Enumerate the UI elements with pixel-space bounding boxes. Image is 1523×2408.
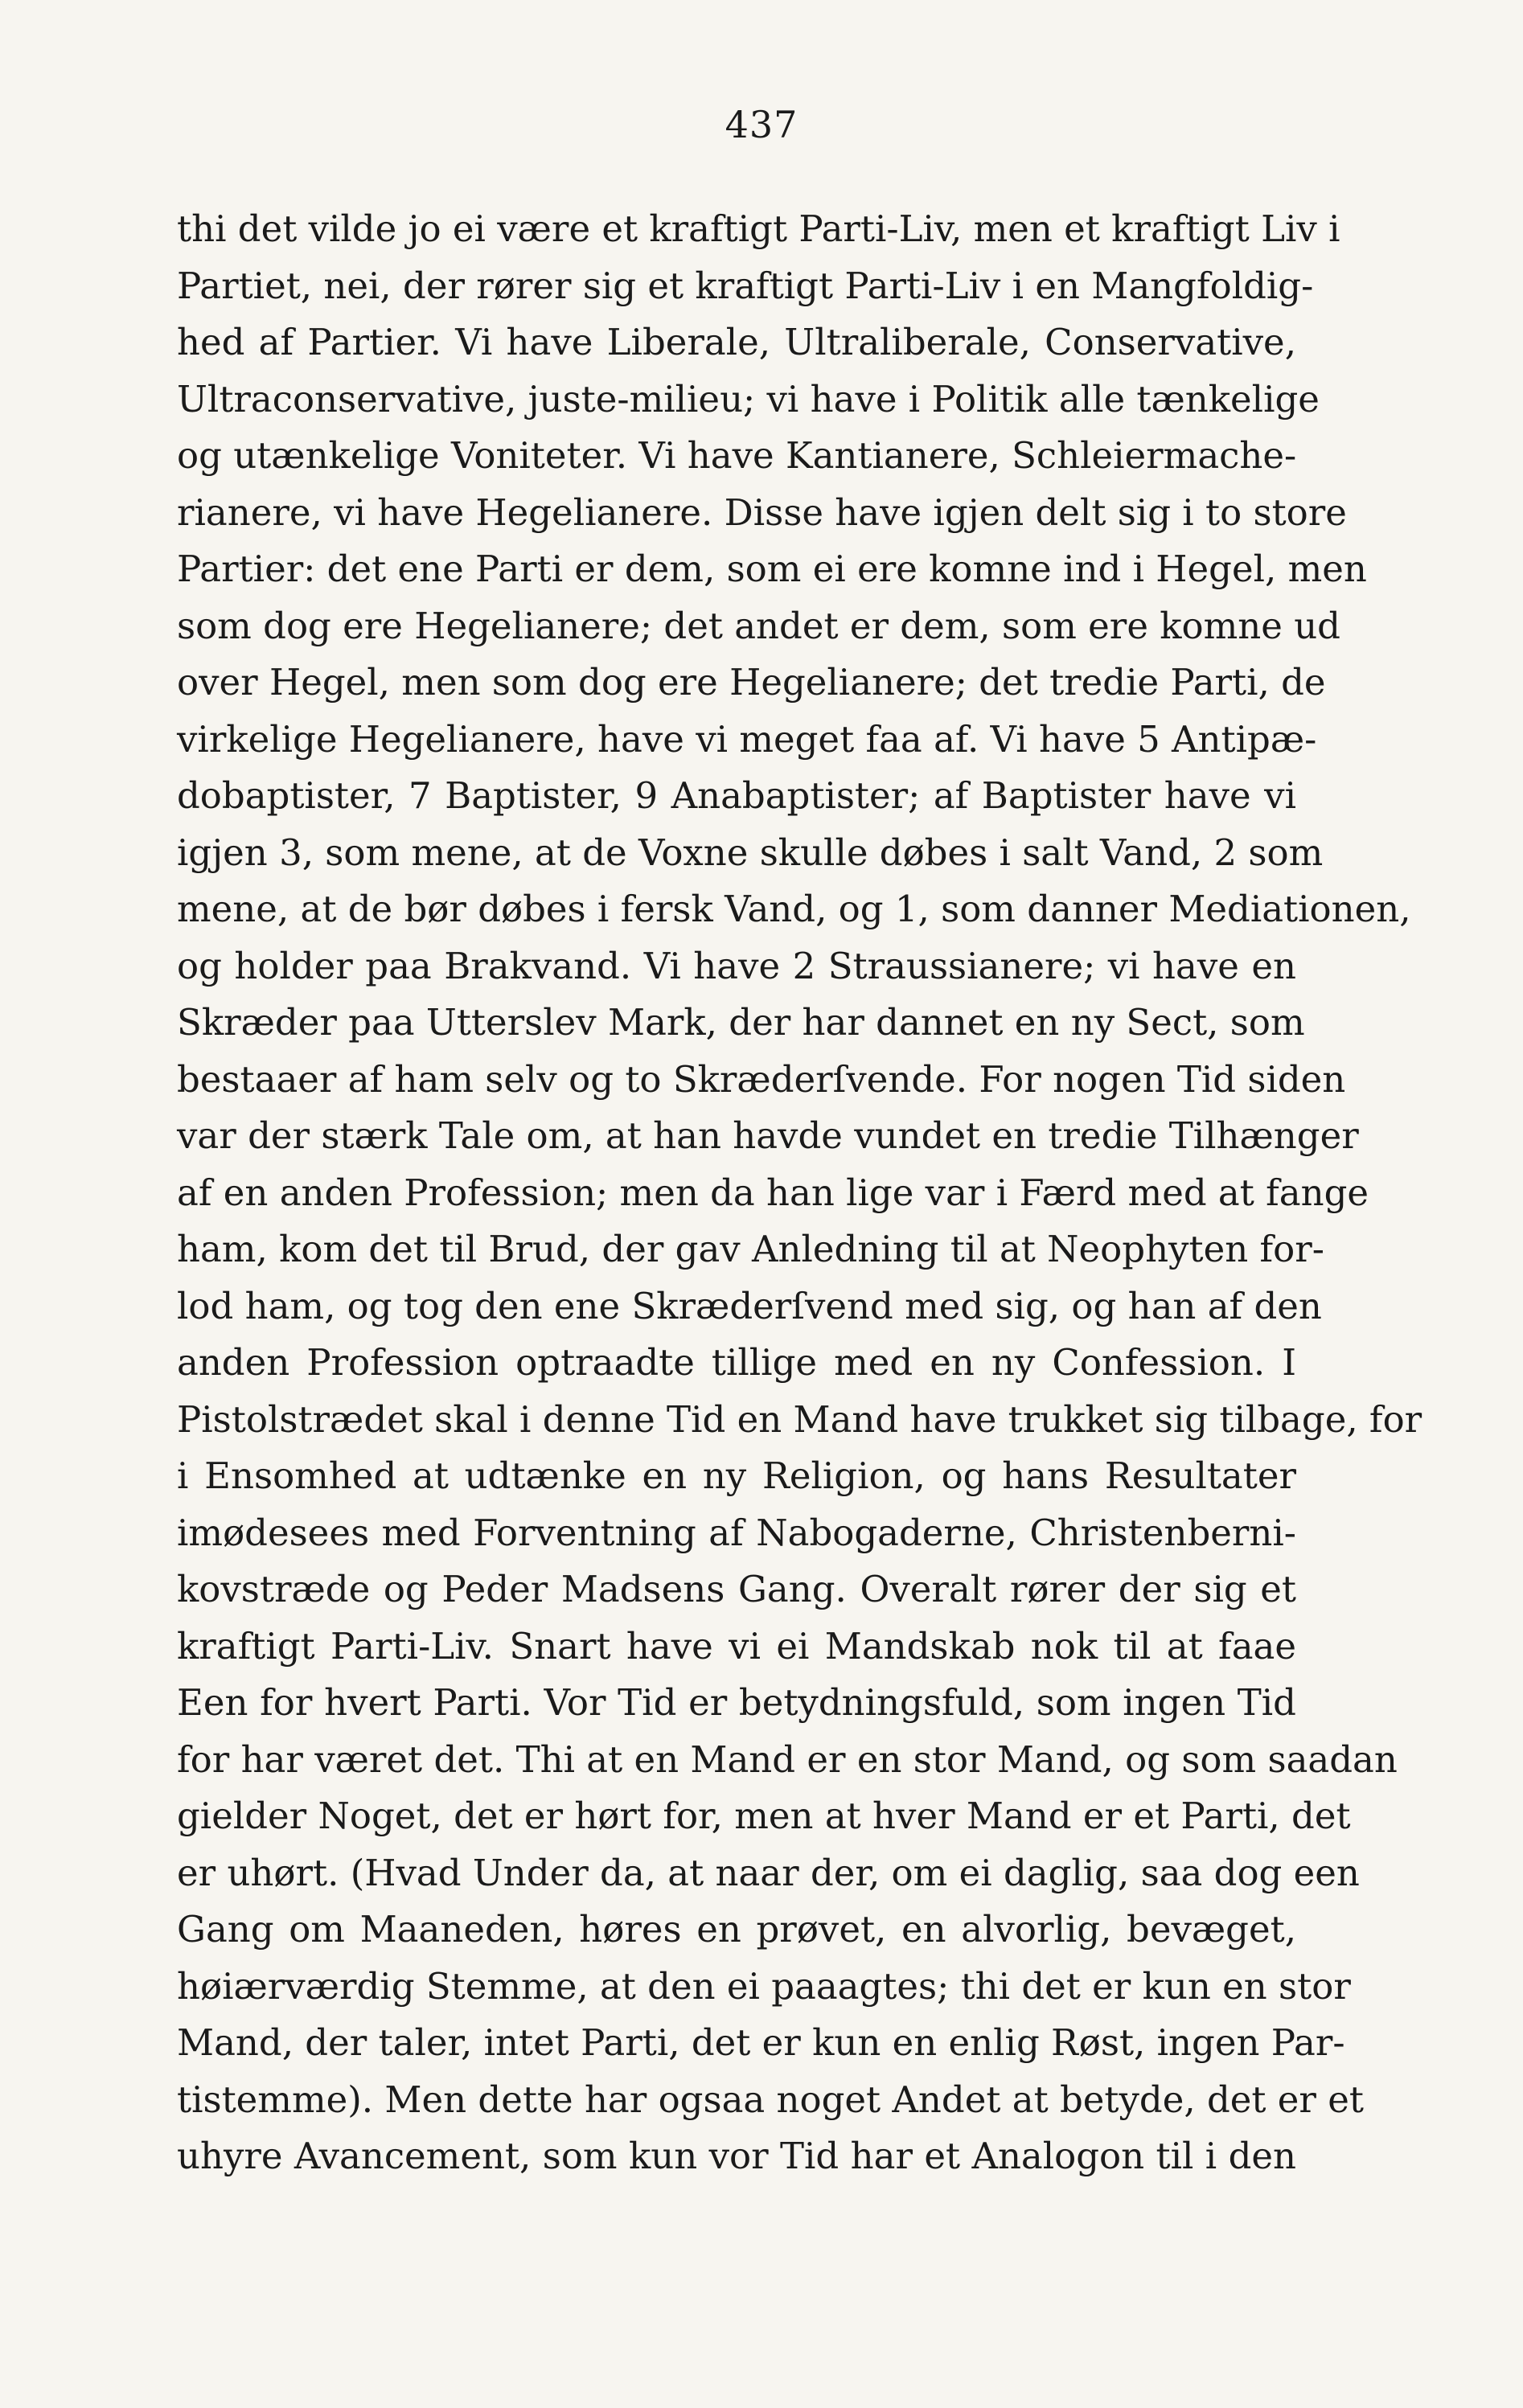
text-line: rianere, vi have Hegelianere. Disse have igjen delt sig i to store [177, 490, 1347, 534]
text-line: virkelige Hegelianere, have vi meget faa af. Vi have 5 Antipæ- [177, 717, 1317, 761]
text-line: lod ham, og tog den ene Skræderſvend med sig, og han af den [177, 1284, 1322, 1327]
text-line: imødesees med Forventning af Nabogaderne, Christenberni- [177, 1511, 1296, 1554]
text-line: kraftigt Parti-Liv. Snart have vi ei Mandskab nok til at faae [177, 1624, 1296, 1668]
text-line: bestaaer af ham selv og to Skræderſvende. For nogen Tid siden [177, 1057, 1346, 1101]
text-line: Mand, der taler, intet Parti, det er kun en enlig Røst, ingen Par- [177, 2021, 1345, 2064]
text-line: Ultraconservative, juste-milieu; vi have i Politik alle tænkelige [177, 377, 1320, 420]
text-line: thi det vilde jo ei være et kraftigt Parti-Liv, men et kraftigt Liv i [177, 207, 1340, 250]
text-line: Een for hvert Parti. Vor Tid er betydningsfuld, som ingen Tid [177, 1681, 1296, 1724]
text-line: dobaptister, 7 Baptister, 9 Anabaptister; af Baptister have vi [177, 774, 1296, 817]
text-line: er uhørt. (Hvad Under da, at naar der, om ei daglig, saa dog een [177, 1851, 1360, 1894]
text-line: Gang om Maaneden, høres en prøvet, en alvorlig, bevæget, [177, 1908, 1296, 1951]
text-line: Partiet, nei, der rører sig et kraftigt Parti-Liv i en Mangfoldig- [177, 264, 1314, 307]
text-line: som dog ere Hegelianere; det andet er dem, som ere komne ud [177, 604, 1340, 647]
text-line: mene, at de bør døbes i fersk Vand, og 1, som danner Mediationen, [177, 888, 1411, 930]
text-line: og holder paa Brakvand. Vi have 2 Straussianere; vi have en [177, 944, 1296, 987]
text-line: hed af Partier. Vi have Liberale, Ultraliberale, Conservative, [177, 321, 1296, 363]
text-line: i Ensomhed at udtænke en ny Religion, og hans Resultater [177, 1454, 1296, 1497]
text-line: anden Profession optraadte tillige med en ny Confession. I [177, 1341, 1296, 1384]
text-line: ham, kom det til Brud, der gav Anledning til at Neophyten for- [177, 1228, 1324, 1270]
text-line: kovstræde og Peder Madsens Gang. Overalt rører der sig et [177, 1568, 1296, 1610]
text-line: tistemme). Men dette har ogsaa noget Andet at betyde, det er et [177, 2078, 1364, 2121]
text-line: Skræder paa Utterslev Mark, der har dannet en ny Sect, som [177, 1001, 1305, 1044]
text-line: for har været det. Thi at en Mand er en stor Mand, og som saadan [177, 1737, 1398, 1781]
text-line: Pistolstrædet skal i denne Tid en Mand have trukket sig tilbage, for [177, 1397, 1422, 1441]
body-text [177, 201, 1422, 2185]
text-line: gielder Noget, det er hørt for, men at hver Mand er et Parti, det [177, 1795, 1351, 1837]
text-line: uhyre Avancement, som kun vor Tid har et Analogon til i den [177, 2135, 1296, 2177]
text-line: Partier: det ene Parti er dem, som ei ere komne ind i Hegel, men [177, 548, 1367, 590]
text-line: høiærværdig Stemme, at den ei paaagtes; thi det er kun en stor [177, 1964, 1351, 2008]
text-line: var der stærk Tale om, at han havde vundet en tredie Tilhænger [177, 1114, 1359, 1157]
text-line: over Hegel, men som dog ere Hegelianere; det tredie Parti, de [177, 661, 1326, 704]
text-line: af en anden Profession; men da han lige var i Færd med at fange [177, 1171, 1369, 1214]
page-number: 437 [725, 103, 798, 146]
text-line: og utænkelige Voniteter. Vi have Kantianere, Schleiermache- [177, 434, 1297, 477]
text-line: igjen 3, som mene, at de Voxne skulle døbes i salt Vand, 2 som [177, 831, 1324, 874]
